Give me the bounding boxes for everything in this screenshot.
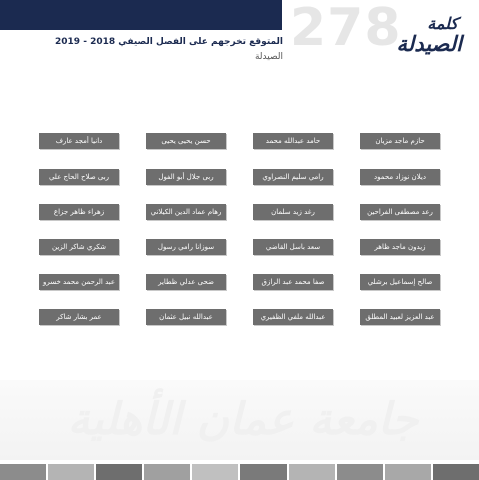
- graduate-name: صفا محمد عبد الرازق: [253, 274, 333, 290]
- graduate-name: زيدون ماجد ظاهر: [360, 239, 440, 255]
- graduate-name: سوزانا رامي رسول: [146, 239, 226, 255]
- graduate-name: رهام عماد الدين الكيلاني: [146, 204, 226, 220]
- graduate-name: عبدالله ملفي الظفيري: [253, 309, 333, 325]
- graduate-name: سعد باسل القاضي: [253, 239, 333, 255]
- graduate-name: صالح إسماعيل برشلي: [360, 274, 440, 290]
- footer-strip-segment: [337, 464, 383, 480]
- graduate-name: عبد الرحمن محمد خسرو: [39, 274, 119, 290]
- footer-strip-segment: [289, 464, 335, 480]
- logo-line-1: كلمة: [427, 14, 458, 33]
- graduate-name: ديلان نوزاد محمود: [360, 169, 440, 185]
- issue-number: 278: [290, 0, 402, 58]
- graduates-grid: [39, 133, 440, 328]
- graduate-name: زهراء ظاهر جزاع: [39, 204, 119, 220]
- footer-strip-segment: [385, 464, 431, 480]
- graduate-name: رغد زيد سلمان: [253, 204, 333, 220]
- footer-color-strip: [0, 464, 479, 480]
- footer-strip-segment: [433, 464, 479, 480]
- graduate-name: ضحى عدلي ظطاير: [146, 274, 226, 290]
- graduate-name: دانيا أمجد عارف: [39, 133, 119, 149]
- footer-strip-segment: [0, 464, 46, 480]
- graduate-name: ربى جلال أبو الفول: [146, 169, 226, 185]
- footer-strip-segment: [192, 464, 238, 480]
- graduate-name: حسن يحيى يحيى: [146, 133, 226, 149]
- footer-strip-segment: [48, 464, 94, 480]
- logo-line-2: الصيدلة: [396, 31, 462, 56]
- page-subtitle: الصيدلة: [254, 52, 283, 62]
- graduate-name: ربى صلاح الحاج علي: [39, 169, 119, 185]
- graduate-name: عمر بشار شاكر: [39, 309, 119, 325]
- graduate-name: عبدالله نبيل عثمان: [146, 309, 226, 325]
- university-watermark: جامعة عمان الأهلية: [67, 394, 419, 445]
- graduate-name: رعد مصطفى الفراحين: [360, 204, 440, 220]
- footer-strip-segment: [240, 464, 286, 480]
- page-title: المتوقع تخرجهم على الفصل الصيفي 2018 - 2019: [55, 37, 283, 47]
- graduate-name: رامي سليم النصراوي: [253, 169, 333, 185]
- graduate-name: عبد العزيز لعبيد المطلق: [360, 309, 440, 325]
- graduate-name: حامد عبدالله محمد: [253, 133, 333, 149]
- footer-strip-segment: [96, 464, 142, 480]
- footer-strip-segment: [144, 464, 190, 480]
- graduate-name: شكري شاكر الزين: [39, 239, 119, 255]
- logo: [384, 14, 462, 60]
- header-band: [0, 0, 282, 30]
- graduate-name: حازم ماجد مزيان: [360, 133, 440, 149]
